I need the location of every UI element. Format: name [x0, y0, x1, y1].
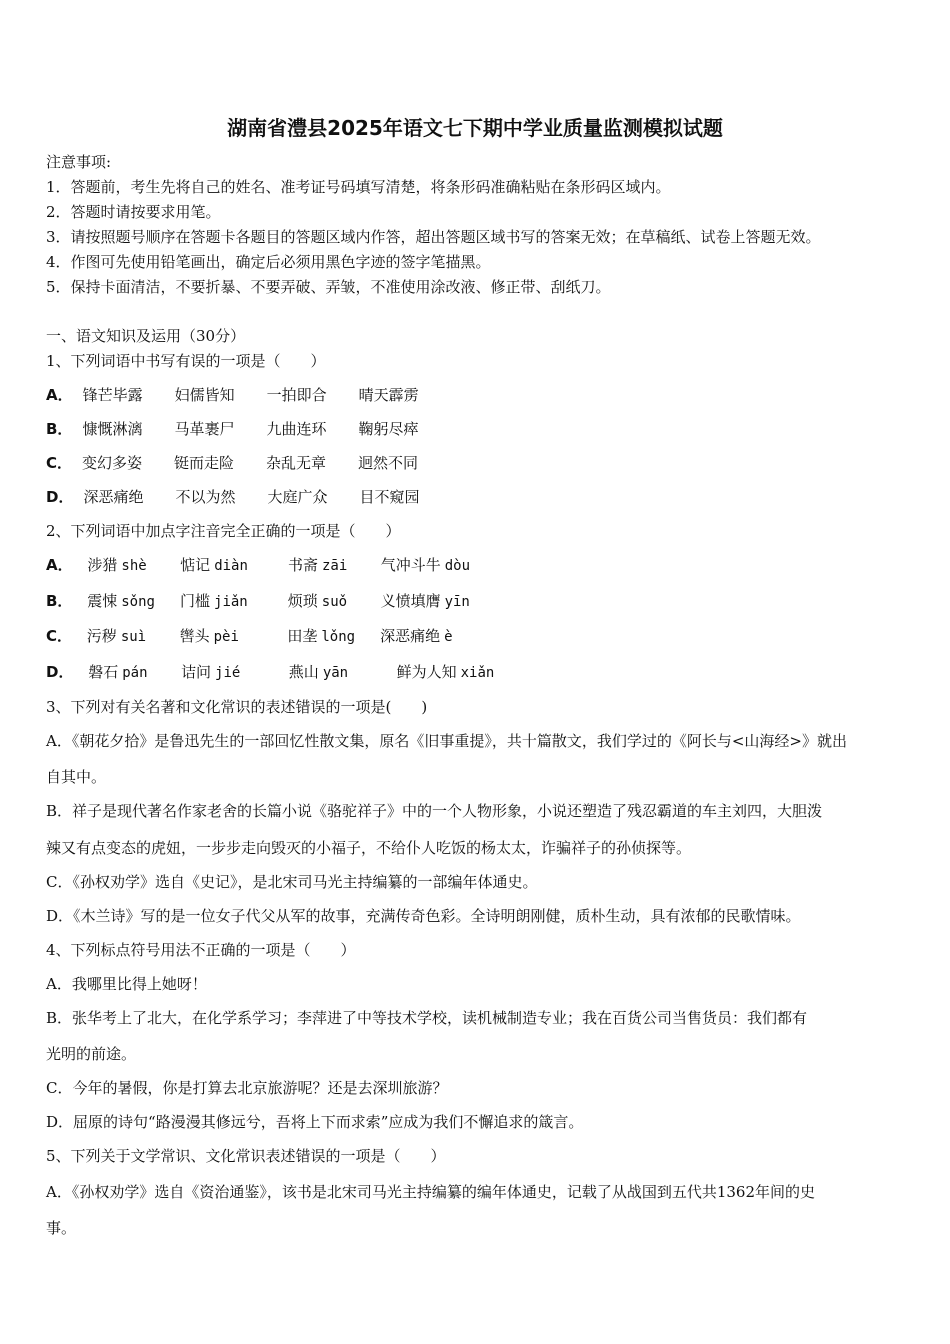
pinyin: shè [121, 558, 147, 574]
q2-option-a [46, 555, 470, 576]
pinyin: sǒng [121, 594, 155, 610]
q3-option-a: A．《朝花夕拾》是鲁迅先生的一部回忆性散文集，原名《旧事重提》，共十篇散文，我们学过的《阿长与<山海经>》就出 [46, 732, 847, 750]
question-3-stem: 3、下列对有关名著和文化常识的表述错误的一项是( ) [46, 698, 428, 716]
notice-item: 2．答题时请按要求用笔。 [46, 203, 221, 221]
word: 烦琐 [287, 592, 318, 610]
word: 气冲斗牛 [380, 556, 441, 574]
option-label: B． [46, 420, 73, 438]
notice-item: 5．保持卡面清洁，不要折暴、不要弄破、弄皱，不准使用涂改液、修正带、刮纸刀。 [46, 278, 611, 296]
pinyin: suǒ [321, 594, 348, 610]
word: 田垄 [287, 627, 318, 645]
pinyin: lǒng [321, 629, 356, 645]
pinyin: è [444, 629, 453, 645]
word: 诘问 [181, 663, 212, 681]
notice-heading: 注意事项: [46, 153, 112, 171]
word: 辔头 [179, 627, 210, 645]
pinyin: zāi [321, 558, 348, 574]
option-label: A． [46, 556, 73, 574]
pinyin: xiǎn [460, 665, 495, 681]
question-5-stem: 5、下列关于文学常识、文化常识表述错误的一项是（ ） [46, 1147, 446, 1165]
q2-option-d [46, 662, 494, 683]
option-label: C． [46, 627, 73, 645]
question-1-stem: 1、下列词语中书写有误的一项是（ ） [46, 352, 326, 370]
q4-option-b: B．张华考上了北大，在化学系学习；李萍进了中等技术学校，读机械制造专业；我在百货公司当售货员：我们都有 [46, 1009, 808, 1027]
word: 不以为然 [175, 488, 236, 506]
word: 九曲连环 [266, 420, 327, 438]
pinyin: suì [120, 629, 147, 645]
q3-option-a-cont: 自其中。 [46, 768, 107, 786]
q3-option-d: D．《木兰诗》写的是一位女子代父从军的故事，充满传奇色彩。全诗明朗刚健，质朴生动，具有浓郁的民歌情味。 [46, 907, 801, 925]
word: 涉猎 [87, 556, 118, 574]
q1-option-b [46, 419, 450, 439]
pinyin: jié [215, 665, 241, 681]
word: 书斋 [287, 556, 318, 574]
word: 慷慨淋漓 [82, 420, 143, 438]
word: 马革裹尸 [174, 420, 235, 438]
q2-option-c [46, 626, 453, 647]
q4-option-a: A．我哪里比得上她呀！ [46, 975, 207, 993]
word: 深恶痛绝 [380, 627, 441, 645]
pinyin: dòu [444, 558, 471, 574]
notice-item: 3．请按照题号顺序在答题卡各题目的答题区域内作答，超出答题区域书写的答案无效；在草稿纸、试卷上答题无效。 [46, 228, 821, 246]
word: 大庭广众 [267, 488, 328, 506]
pinyin: diàn [214, 558, 248, 574]
q4-option-b-cont: 光明的前途。 [46, 1045, 137, 1063]
question-2-stem: 2、下列词语中加点字注音完全正确的一项是（ ） [46, 522, 401, 540]
q5-option-a: A．《孙权劝学》选自《资治通鉴》，该书是北宋司马光主持编纂的编年体通史，记载了从战国到五代共1362年间的史 [46, 1183, 816, 1201]
pinyin: jiǎn [214, 594, 248, 610]
word: 杂乱无章 [266, 454, 327, 472]
question-4-stem: 4、下列标点符号用法不正确的一项是（ ） [46, 941, 356, 959]
option-label: B． [46, 592, 73, 610]
word: 磐石 [88, 663, 119, 681]
word: 门槛 [180, 592, 211, 610]
q2-option-b [46, 591, 470, 612]
word: 铤而走险 [174, 454, 235, 472]
pinyin: yān [322, 665, 349, 681]
q4-option-d: D．屈原的诗句“路漫漫其修远兮，吾将上下而求索”应成为我们不懈追求的箴言。 [46, 1113, 584, 1131]
q5-option-a-cont: 事。 [46, 1219, 77, 1237]
word: 目不窥园 [359, 488, 420, 506]
q1-option-a [46, 385, 451, 405]
option-label: A． [46, 386, 73, 404]
option-label: D． [46, 663, 74, 681]
notice-item: 4．作图可先使用铅笔画出，确定后必须用黑色字迹的签字笔描黑。 [46, 253, 491, 271]
q4-option-c: C．今年的暑假，你是打算去北京旅游呢？还是去深圳旅游？ [46, 1079, 448, 1097]
q3-option-b-cont: 辣又有点变态的虎妞，一步步走向毁灭的小福子，不给仆人吃饭的杨太太，诈骗祥子的孙侦探等。 [46, 839, 692, 857]
word: 锋芒毕露 [82, 386, 143, 404]
word: 深恶痛绝 [83, 488, 144, 506]
q3-option-c: C．《孙权劝学》选自《史记》，是北宋司马光主持编纂的一部编年体通史。 [46, 873, 538, 891]
word: 一拍即合 [266, 386, 327, 404]
word: 义愤填膺 [380, 592, 441, 610]
word: 迥然不同 [358, 454, 419, 472]
notice-item: 1．答题前，考生先将自己的姓名、准考证号码填写清楚，将条形码准确粘贴在条形码区域内。 [46, 178, 671, 196]
pinyin: pán [122, 665, 148, 681]
word: 鞠躬尽瘁 [358, 420, 419, 438]
word: 变幻多姿 [82, 454, 143, 472]
pinyin: pèi [213, 629, 239, 645]
word: 污秽 [86, 627, 117, 645]
q1-option-c [46, 453, 450, 473]
q3-option-b: B．祥子是现代著名作家老舍的长篇小说《骆驼祥子》中的一个人物形象，小说还塑造了残忍霸道的车主刘四，大胆泼 [46, 802, 823, 820]
option-label: C． [46, 454, 73, 472]
pinyin: yīn [444, 594, 470, 610]
word: 晴天霹雳 [358, 386, 419, 404]
q1-option-d [46, 487, 451, 507]
page-title: 湖南省澧县2025年语文七下期中学业质量监测模拟试题 [227, 116, 723, 140]
word: 妇儒皆知 [174, 386, 235, 404]
word: 鲜为人知 [396, 663, 457, 681]
word: 震悚 [87, 592, 118, 610]
word: 燕山 [288, 663, 319, 681]
word: 惦记 [180, 556, 211, 574]
option-label: D． [46, 488, 74, 506]
section-heading: 一、语文知识及运用（30分） [46, 327, 246, 345]
